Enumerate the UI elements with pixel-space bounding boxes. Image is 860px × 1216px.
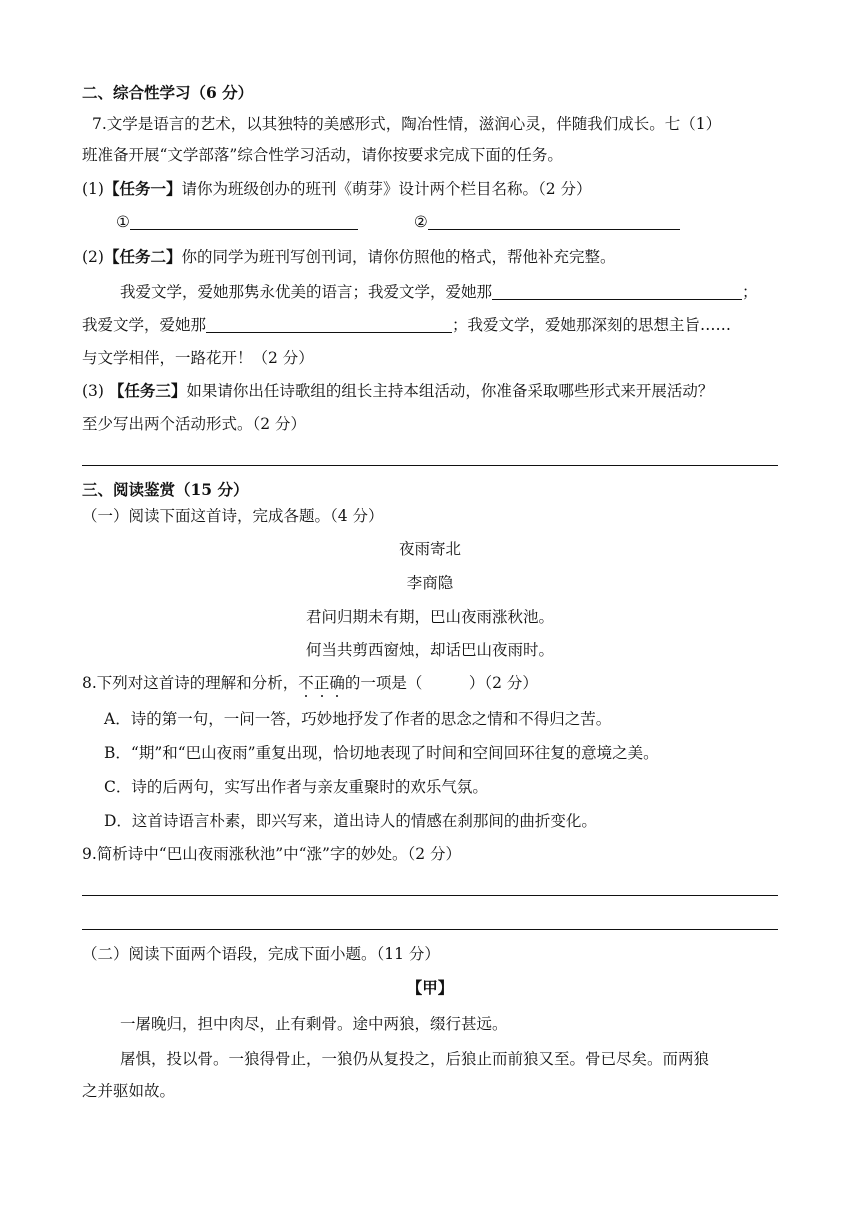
task1-text: 请你为班级创办的班刊《萌芽》设计两个栏目名称。（2 分） [181, 180, 592, 198]
blank2-label: ② [413, 213, 428, 231]
task3-line2: 至少写出两个活动形式。（2 分） [82, 415, 307, 433]
q8-option-a[interactable]: A．诗的第一句，一问一答，巧妙地抒发了作者的思念之情和不得归之苦。 [104, 710, 612, 728]
para-a [120, 281, 758, 303]
answer-line[interactable] [82, 465, 778, 466]
q8-option-d[interactable]: D．这首诗语言朴素，即兴写来，道出诗人的情感在刹那间的曲折变化。 [104, 812, 597, 830]
q8-emph-3: 确 [329, 674, 345, 692]
q8-stem [82, 672, 538, 694]
poem-line2: 何当共剪西窗烛，却话巴山夜雨时。 [305, 641, 554, 659]
section3-title: 三、阅读鉴赏（15 分） [82, 480, 249, 499]
task1-tag: 【任务一】 [103, 180, 182, 198]
task1-prefix: (1) [82, 180, 104, 198]
poem-title: 夜雨寄北 [398, 540, 461, 558]
para-a-text: 我爱文学，爱她那隽永优美的语言；我爱文学，爱她那 [120, 283, 493, 301]
q8-emph-1: 不 [298, 674, 314, 692]
task2-tag: 【任务二】 [103, 248, 182, 266]
poem-line1: 君问归期未有期，巴山夜雨涨秋池。 [305, 608, 554, 626]
task2-prefix: (2) [82, 248, 104, 266]
q8-option-b[interactable]: B．“期”和“巴山夜雨”重复出现，恰切地表现了时间和空间回环往复的意境之美。 [104, 744, 659, 762]
task1 [82, 178, 592, 200]
task2-text: 你的同学为班刊写创刊词，请你仿照他的格式，帮他补充完整。 [181, 248, 616, 266]
q9-answer-line-1[interactable] [82, 895, 778, 896]
para-b [82, 314, 731, 336]
section2-title: 二、综合性学习（6 分） [82, 83, 254, 102]
passage-line1: 一屠晚归，担中肉尽，止有剩骨。途中两狼，缀行甚远。 [120, 1015, 508, 1033]
task3-prefix: (3) [82, 382, 104, 400]
poem-author: 李商隐 [406, 574, 454, 592]
passage-line3: 之并驱如故。 [82, 1082, 176, 1100]
task3-text: 如果请你出任诗歌组的组长主持本组活动，你准备采取哪些形式来开展活动？ [186, 382, 714, 400]
q9-answer-line-2[interactable] [82, 929, 778, 930]
q8-option-c[interactable]: C．诗的后两句，实写出作者与亲友重聚时的欢乐气氛。 [104, 778, 488, 796]
task3 [82, 380, 713, 402]
blank2-field[interactable] [428, 213, 680, 230]
passage-label: 【甲】 [406, 979, 454, 997]
para-a-end: ； [742, 283, 758, 301]
para-b1-text: 我爱文学，爱她那 [82, 316, 207, 334]
part2-intro: （二）阅读下面两个语段，完成下面小题。（11 分） [82, 945, 440, 963]
para-a-blank[interactable] [492, 283, 742, 300]
task3-tag: 【任务三】 [108, 382, 187, 400]
q8-post: 的一项是（ ）（2 分） [344, 674, 538, 692]
blank1-field[interactable] [130, 213, 358, 230]
task2 [82, 246, 616, 268]
answer-blank-row [116, 211, 680, 233]
q8-emph-2: 正 [313, 674, 330, 692]
para-b2-text: ；我爱文学，爱她那深刻的思想主旨…… [452, 316, 732, 334]
q8-pre: 8.下列对这首诗的理解和分析， [82, 674, 299, 692]
q7-line2: 班准备开展“文学部落”综合性学习活动，请你按要求完成下面的任务。 [82, 146, 563, 164]
q7-line1: 7.文学是语言的艺术，以其独特的美感形式，陶冶性情，滋润心灵，伴随我们成长。七（1） [92, 115, 722, 133]
part1-intro: （一）阅读下面这首诗，完成各题。（4 分） [82, 507, 384, 525]
para-b-blank[interactable] [206, 316, 452, 333]
q9: 9.简析诗中“巴山夜雨涨秋池”中“涨”字的妙处。（2 分） [82, 845, 462, 863]
blank1-label: ① [116, 213, 130, 231]
passage-line2: 屠惧，投以骨。一狼得骨止，一狼仍从复投之，后狼止而前狼又至。骨已尽矣。而两狼 [120, 1050, 710, 1068]
para-c: 与文学相伴，一路花开！（2 分） [82, 349, 314, 367]
